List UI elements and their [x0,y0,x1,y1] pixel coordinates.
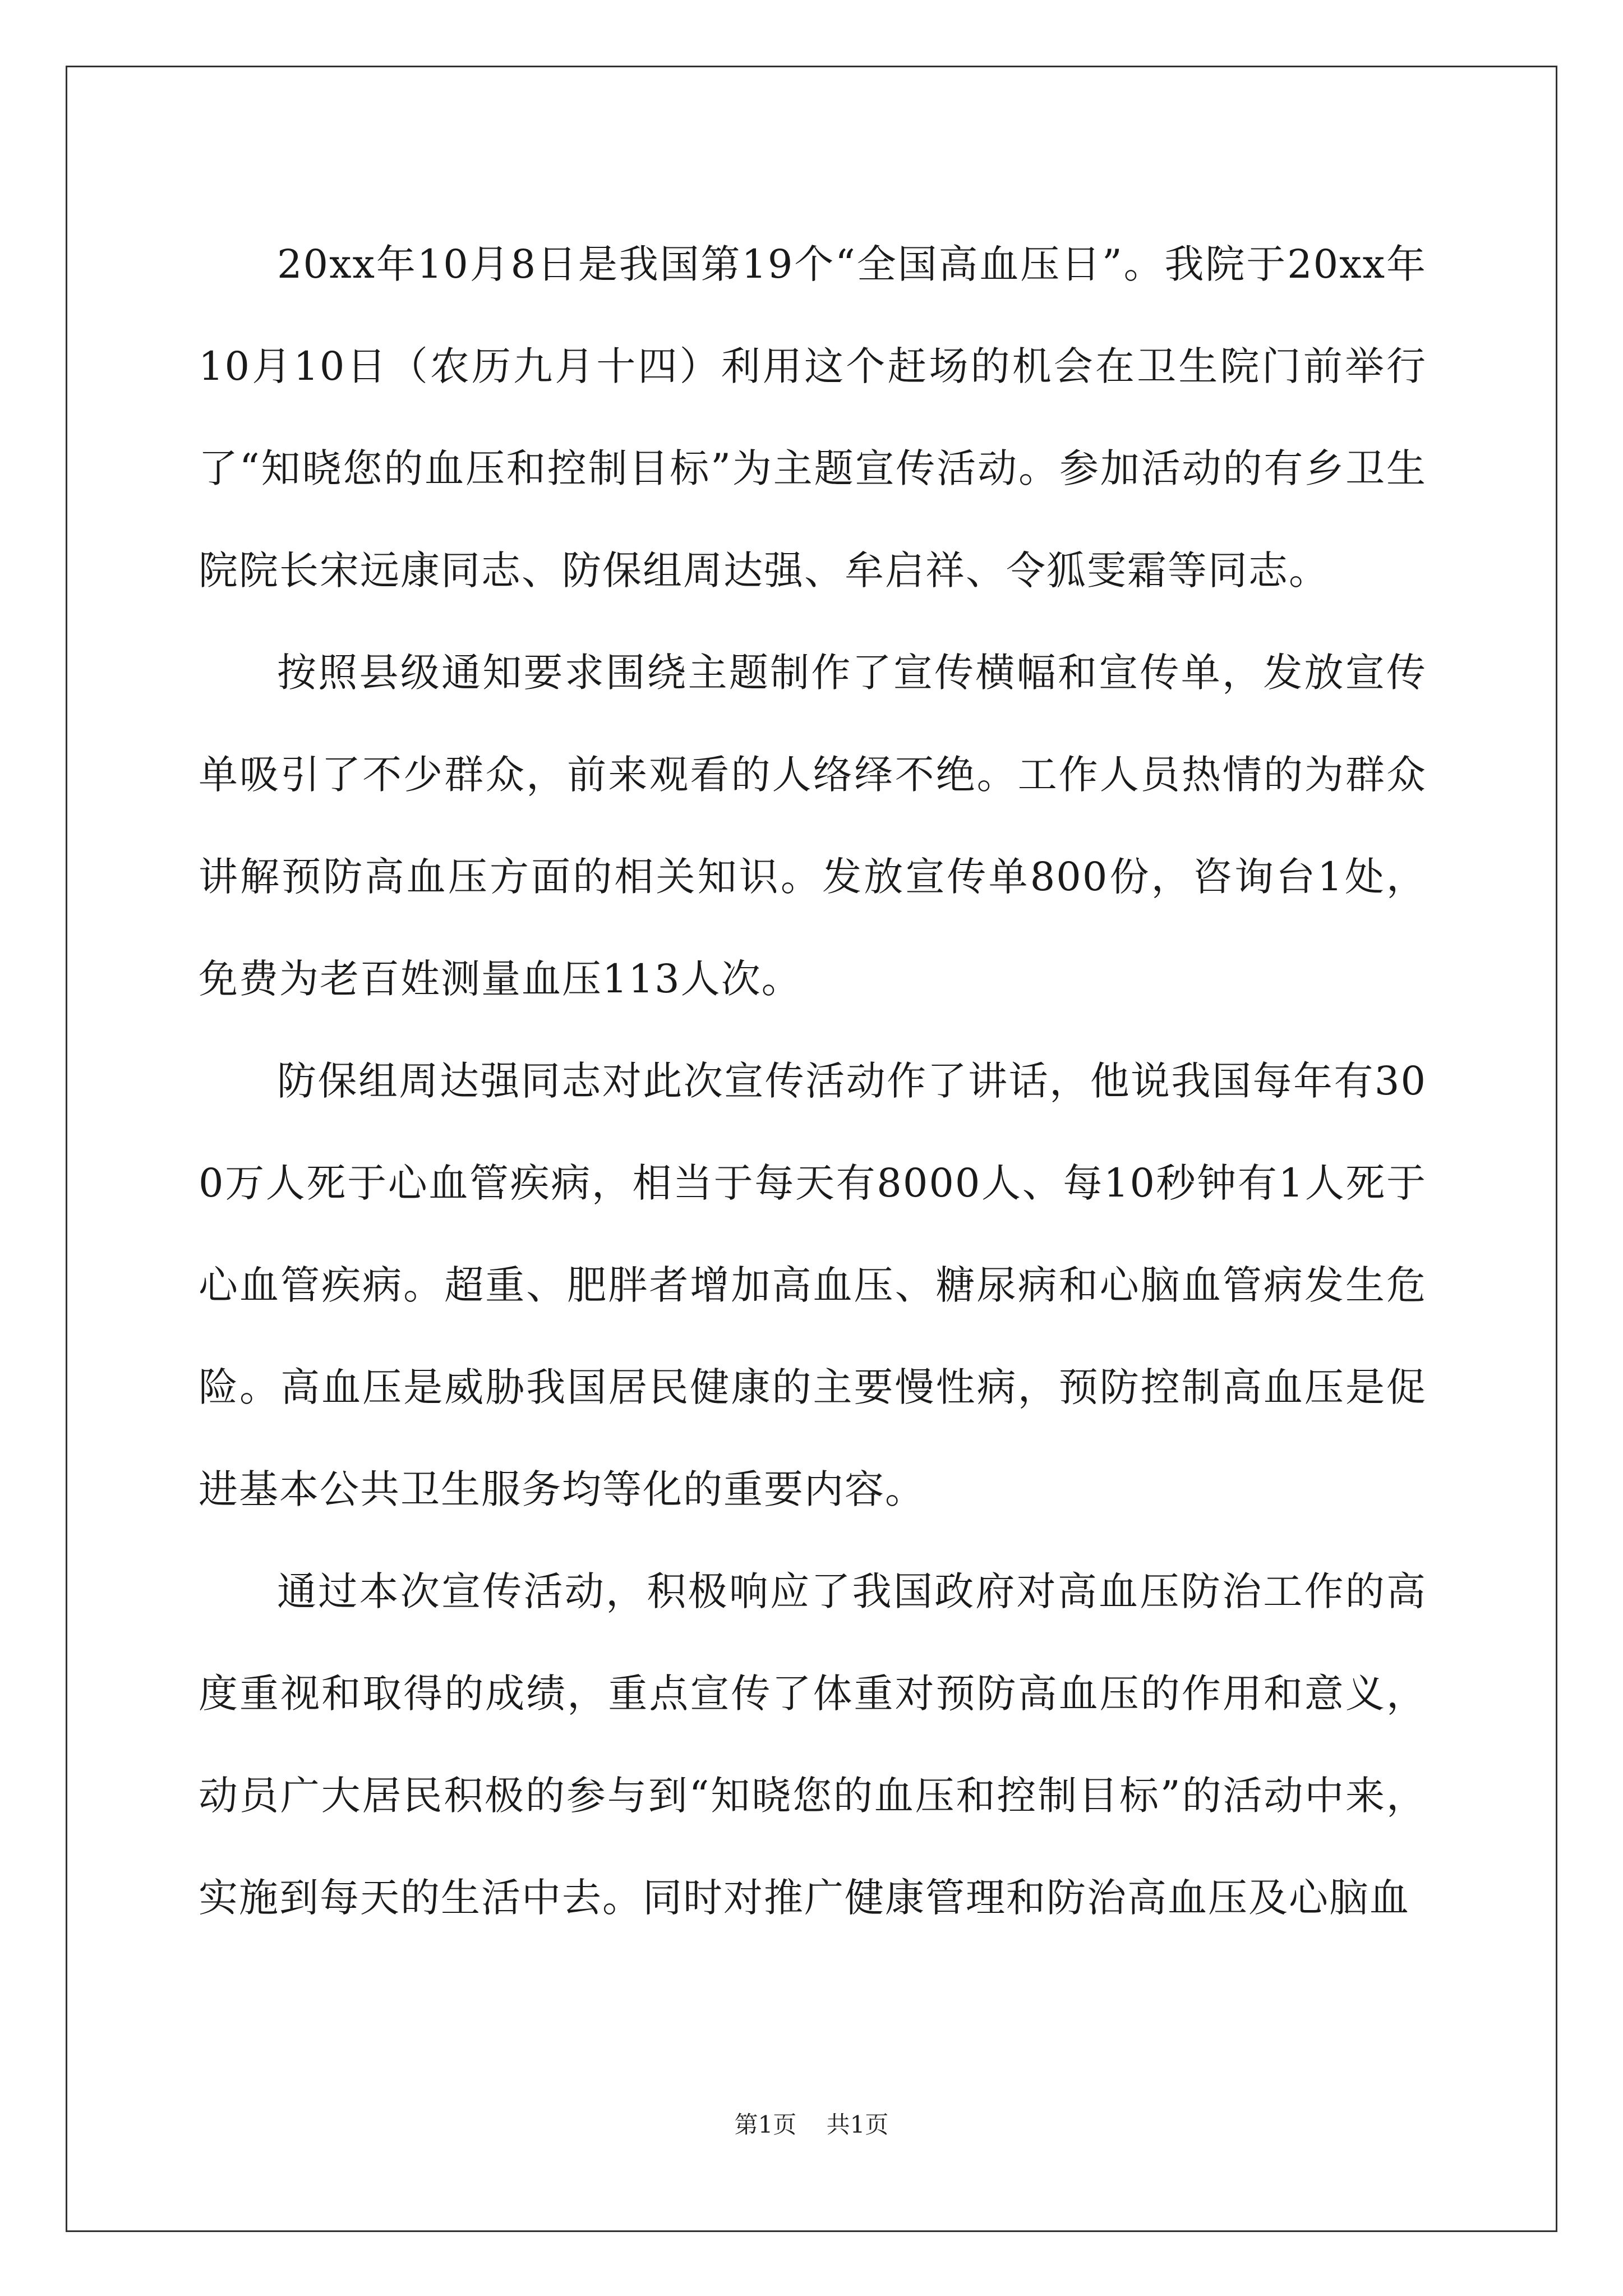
page-total: 共1页 [826,2111,889,2138]
paragraph-4: 通过本次宣传活动，积极响应了我国政府对高血压防治工作的高度重视和取得的成绩，重点宣传了体重对预防高血压的作用和意义，动员广大居民积极的参与到“知晓您的血压和控制目标”的活动中来，实施到每天的生活中去。同时对推广健康管理和防治高血压及心脑血 [199,1568,1427,1921]
page-footer [0,2106,1623,2140]
page-number: 第1页 [734,2111,797,2138]
paragraph-1: 20xx年10月8日是我国第19个“全国高血压日”。我院于20xx年10月10日（农历九月十四）利用这个赶场的机会在卫生院门前举行了“知晓您的血压和控制目标”为主题宣传活动。参加活动的有乡卫生院院长宋远康同志、防保组周达强、牟启祥、令狐雯霜等同志。 [199,241,1427,593]
document-body [199,213,1427,1949]
paragraph-2: 按照县级通知要求围绕主题制作了宣传横幅和宣传单，发放宣传单吸引了不少群众，前来观看的人络绎不绝。工作人员热情的为群众讲解预防高血压方面的相关知识。发放宣传单800份，咨询台1处，免费为老百姓测量血压113人次。 [199,650,1427,1002]
paragraph-3: 防保组周达强同志对此次宣传活动作了讲话，他说我国每年有300万人死于心血管疾病，相当于每天有8000人、每10秒钟有1人死于心血管疾病。超重、肥胖者增加高血压、糖尿病和心脑血管病发生危险。高血压是威胁我国居民健康的主要慢性病，预防控制高血压是促进基本公共卫生服务均等化的重要内容。 [199,1058,1427,1512]
